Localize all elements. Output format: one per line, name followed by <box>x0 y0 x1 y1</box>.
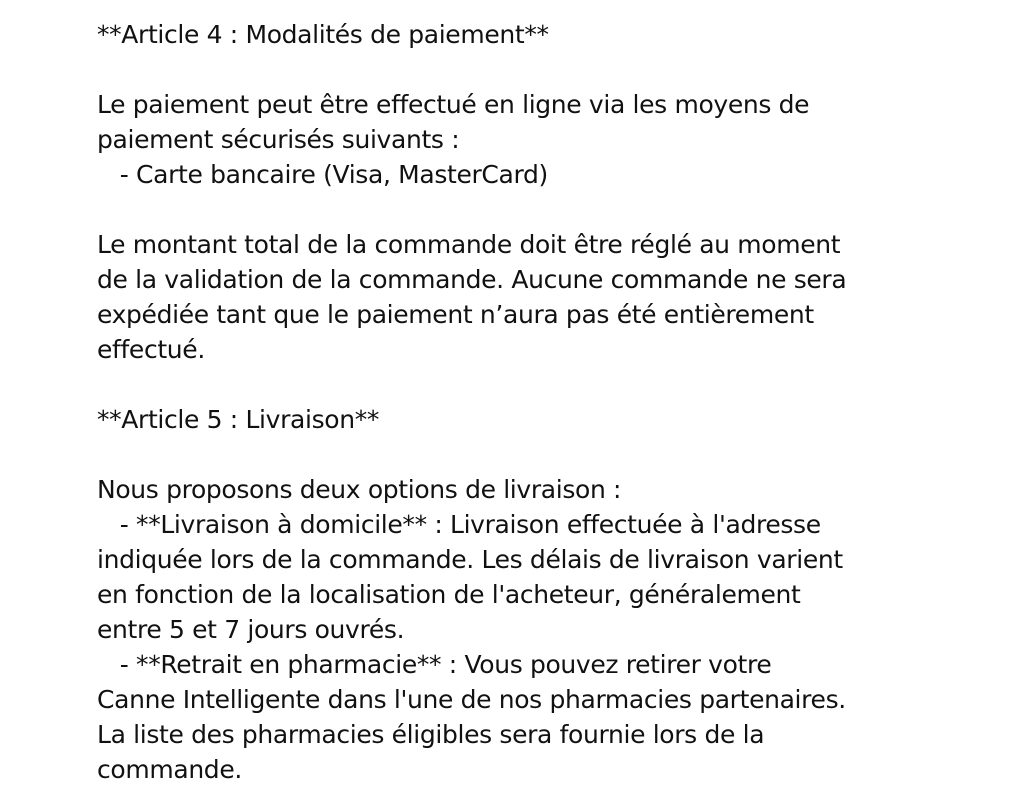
paragraph-spacer <box>97 192 977 227</box>
text-line: Canne Intelligente dans l'une de nos pharmacies partenaires. <box>97 685 846 714</box>
article-4-heading: **Article 4 : Modalités de paiement** <box>97 20 549 49</box>
paragraph-spacer <box>97 52 977 87</box>
text-line: paiement sécurisés suivants : <box>97 125 460 154</box>
text-line: Le paiement peut être effectué en ligne via les moyens de <box>97 90 810 119</box>
article-5-heading: **Article 5 : Livraison** <box>97 405 379 434</box>
text-line: de la validation de la commande. Aucune commande ne sera <box>97 265 847 294</box>
text-line: La liste des pharmacies éligibles sera fournie lors de la <box>97 720 765 749</box>
list-item-livraison-domicile: - **Livraison à domicile** : Livraison effectuée à l'adresse <box>97 510 821 539</box>
list-item-carte-bancaire: - Carte bancaire (Visa, MasterCard) <box>97 160 548 189</box>
text-line: Nous proposons deux options de livraison : <box>97 475 622 504</box>
text-line: indiquée lors de la commande. Les délais de livraison varient <box>97 545 843 574</box>
text-line: effectué. <box>97 335 205 364</box>
text-line: entre 5 et 7 jours ouvrés. <box>97 615 405 644</box>
paragraph-spacer <box>97 437 977 472</box>
text-line: commande. <box>97 755 242 784</box>
text-line: en fonction de la localisation de l'acheteur, généralement <box>97 580 801 609</box>
text-line: Le montant total de la commande doit être réglé au moment <box>97 230 841 259</box>
list-item-retrait-pharmacie: - **Retrait en pharmacie** : Vous pouvez retirer votre <box>97 650 772 679</box>
paragraph-spacer <box>97 367 977 402</box>
text-line: expédiée tant que le paiement n’aura pas été entièrement <box>97 300 814 329</box>
document-body <box>97 17 977 787</box>
